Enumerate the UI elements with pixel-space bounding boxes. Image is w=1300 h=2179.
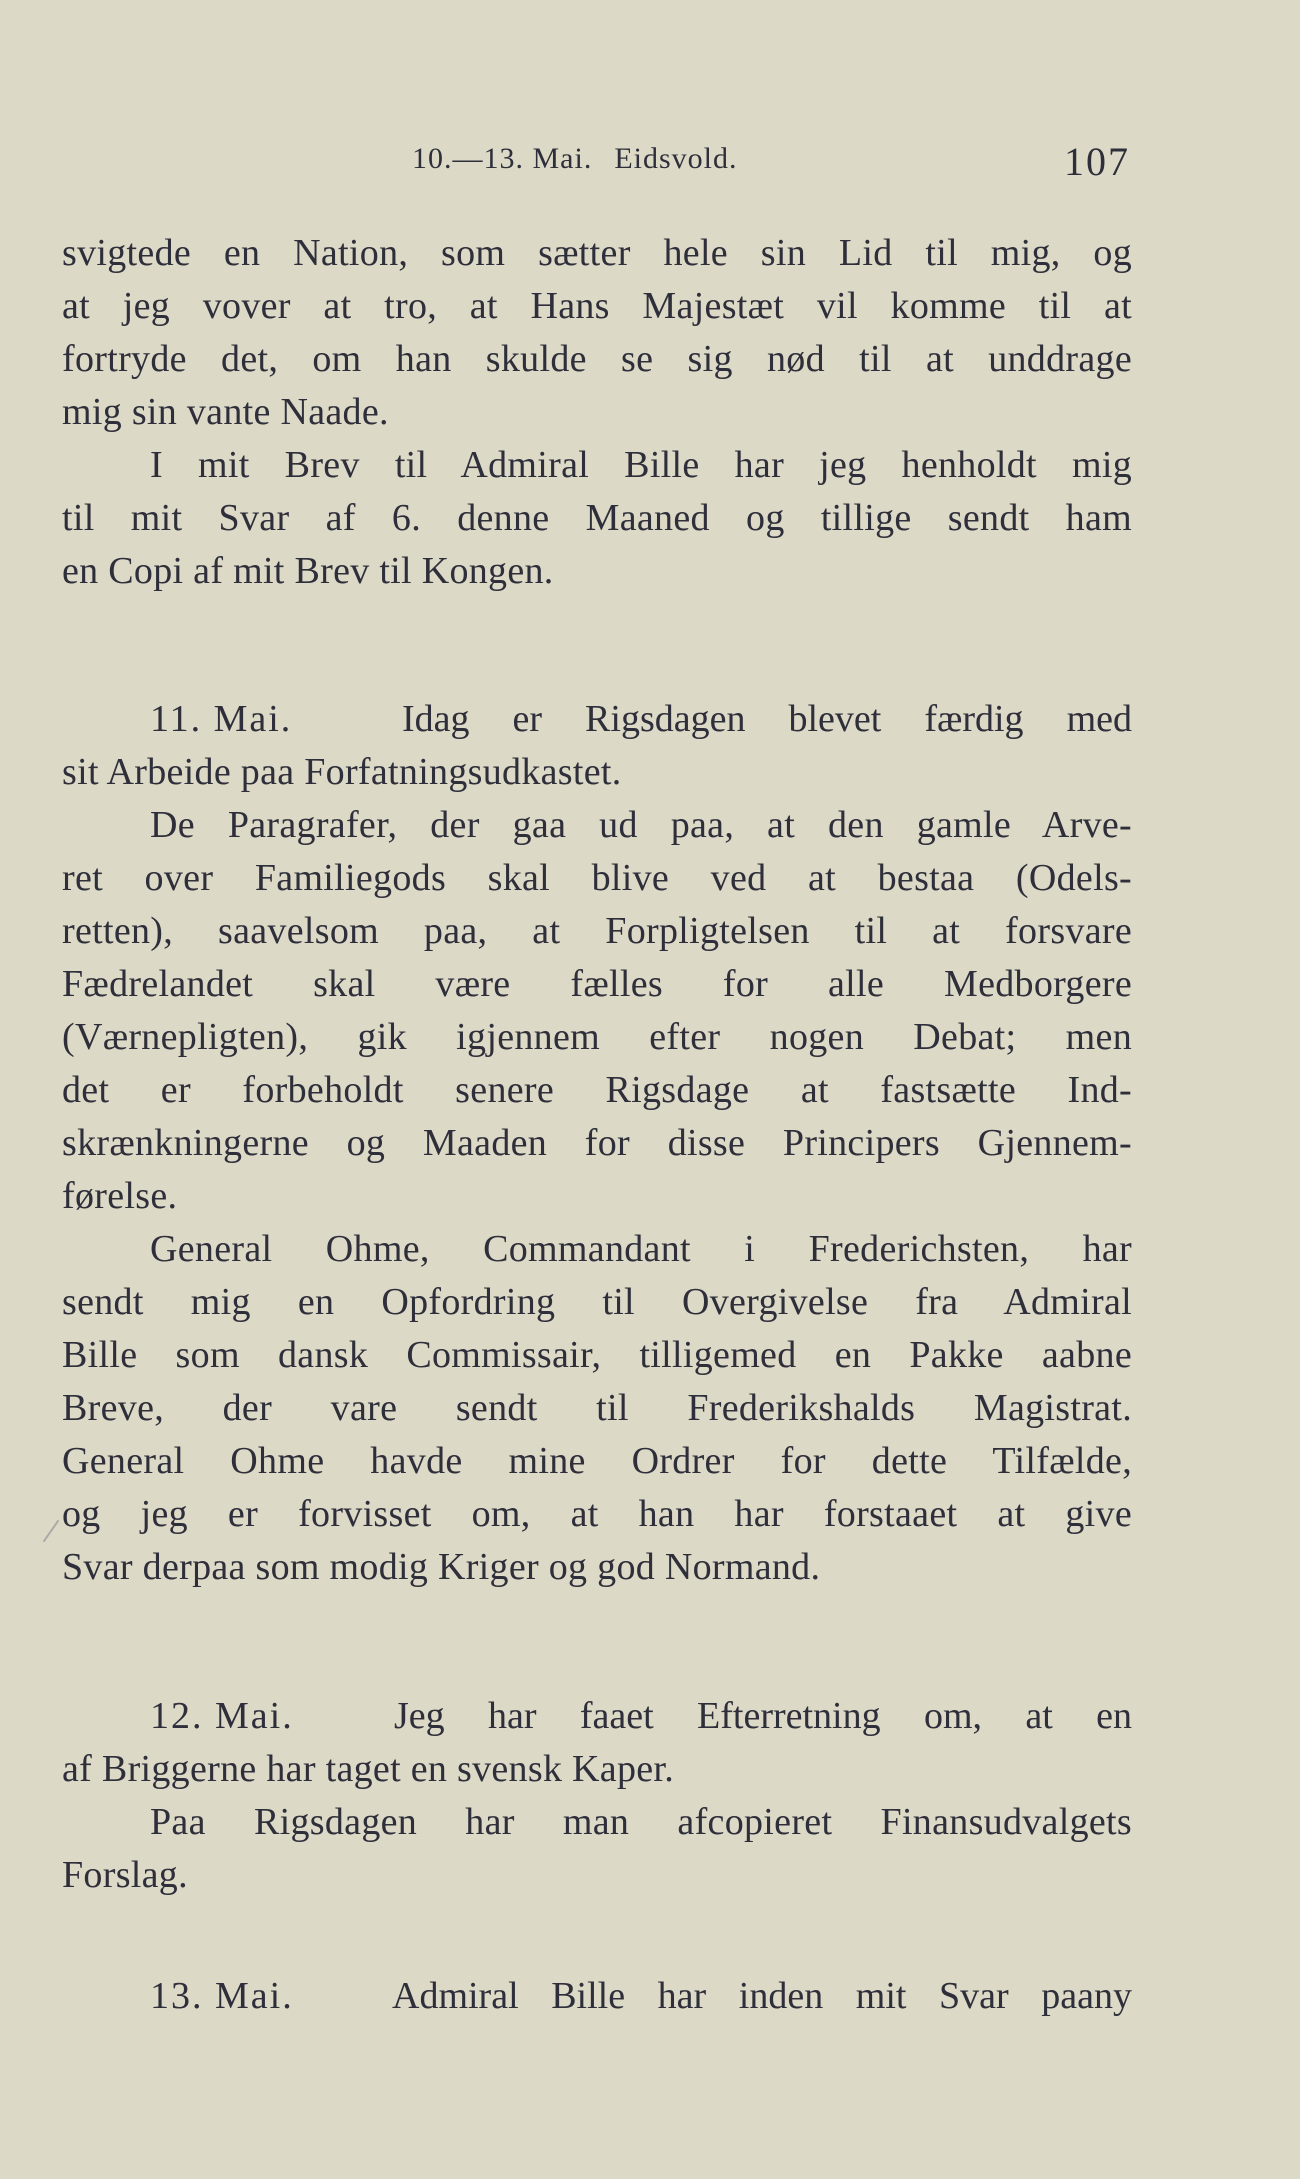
text-line: (Værnepligten), gik igjennem efter nogen Debat; men [62,1016,1132,1058]
text-line: skrænkningerne og Maaden for disse Principers Gjennem- [62,1122,1132,1164]
page-number: 107 [1064,139,1130,184]
text-line: til mit Svar af 6. denne Maaned og tillige sendt ham [62,497,1132,539]
entry-date: 12. Mai. [150,1695,294,1737]
entry-first-line: Idag er Rigsdagen blevet færdig med [402,698,1132,740]
text-line: Fædrelandet skal være fælles for alle Medborgere [62,963,1132,1005]
text-line: sit Arbeide paa Forfatningsudkastet. [62,751,622,793]
entry-first-line: Admiral Bille har inden mit Svar paany [392,1975,1132,2017]
text-line: og jeg er forvisset om, at han har forstaaet at give [62,1493,1132,1535]
running-head-dates: 10.—13. Mai. [412,142,593,175]
text-line: sendt mig en Opfordring til Overgivelse fra Admiral [62,1281,1132,1323]
margin-mark [43,1520,60,1542]
text-line: førelse. [62,1175,178,1217]
running-head [412,142,738,176]
text-line: De Paragrafer, der gaa ud paa, at den gamle Arve- [150,804,1132,846]
page-header [62,138,1130,188]
text-line: ret over Familiegods skal blive ved at bestaa (Odels- [62,857,1132,899]
text-line: Paa Rigsdagen har man afcopieret Finansudvalgets [150,1801,1132,1843]
text-line: fortryde det, om han skulde se sig nød til at unddrage [62,338,1132,380]
diary-entry-heading [150,692,1132,746]
text-line: af Briggerne har taget en svensk Kaper. [62,1748,675,1790]
text-line: en Copi af mit Brev til Kongen. [62,550,554,592]
text-line: svigtede en Nation, som sætter hele sin Lid til mig, og [62,232,1132,274]
text-line: General Ohme havde mine Ordrer for dette Tilfælde, [62,1440,1132,1482]
text-line: General Ohme, Commandant i Frederichsten, har [150,1228,1132,1270]
running-head-place: Eidsvold. [614,142,738,175]
text-line: retten), saavelsom paa, at Forpligtelsen til at forsvare [62,910,1132,952]
text-line: Forslag. [62,1854,188,1896]
text-line: Svar derpaa som modig Kriger og god Normand. [62,1546,821,1588]
text-line: mig sin vante Naade. [62,391,389,433]
entry-date: 11. Mai. [150,698,293,740]
entry-first-line: Jeg har faaet Efterretning om, at en [394,1695,1132,1737]
text-line: at jeg vover at tro, at Hans Majestæt vil komme til at [62,285,1132,327]
text-line: Breve, der vare sendt til Frederikshalds Magistrat. [62,1387,1132,1429]
text-line: Bille som dansk Commissair, tilligemed en Pakke aabne [62,1334,1132,1376]
text-line: det er forbeholdt senere Rigsdage at fastsætte Ind- [62,1069,1132,1111]
text-line: I mit Brev til Admiral Bille har jeg henholdt mig [150,444,1132,486]
entry-date: 13. Mai. [150,1975,294,2017]
diary-entry-heading [150,1689,1132,1743]
diary-entry-heading [150,1969,1132,2023]
